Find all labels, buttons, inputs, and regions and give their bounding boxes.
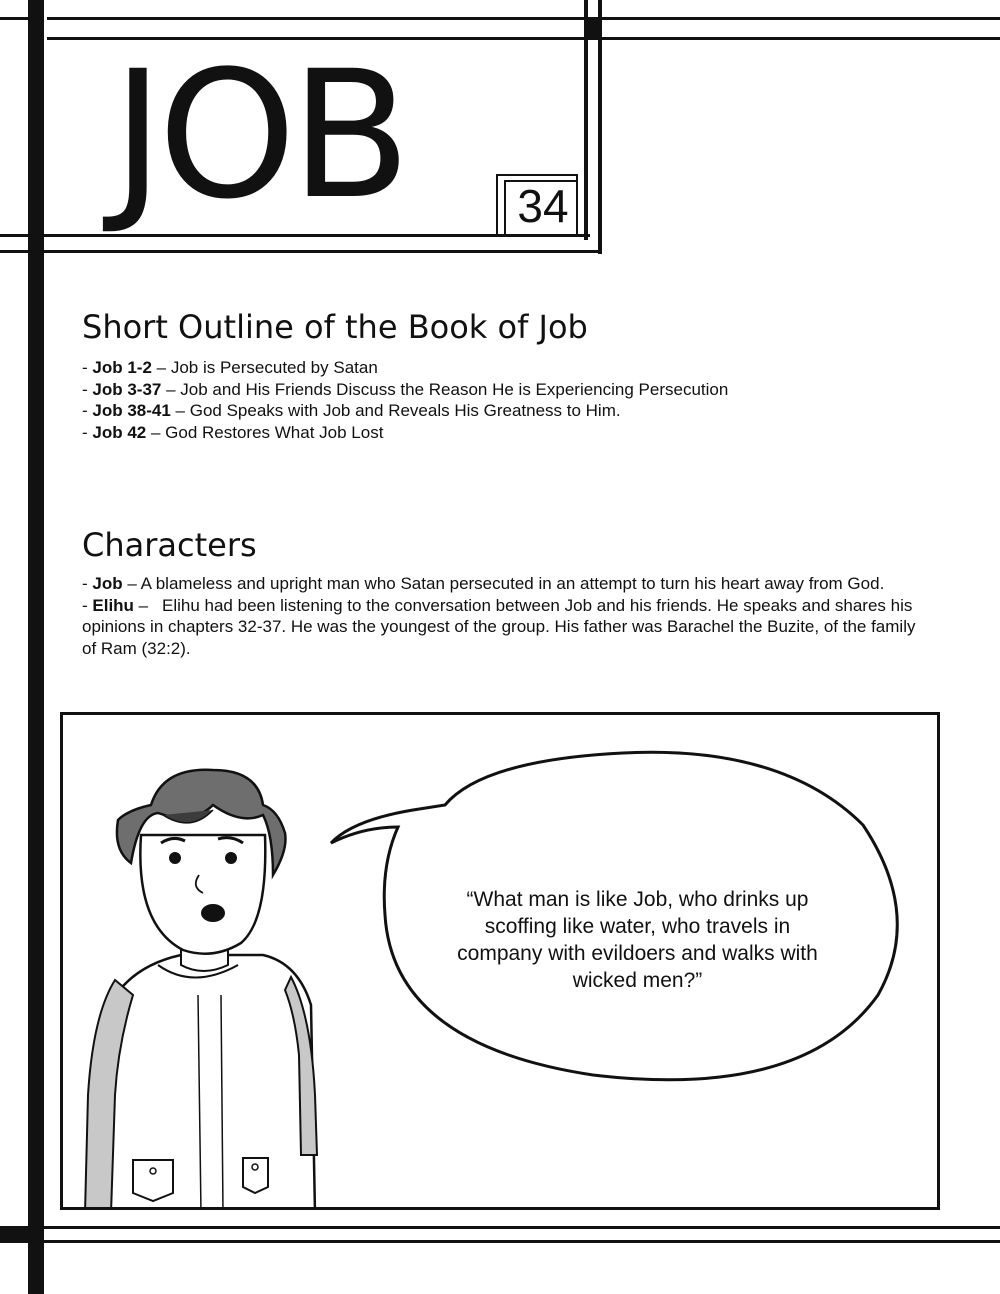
page-title: JOB	[112, 33, 406, 238]
character-text: Elihu had been listening to the conversation between Job and his friends. He speaks and shares his opinions in chapters 32-37. He was the youngest of the group. His father was Barachel the Buzite, of the family of Ram (32:2).	[82, 595, 916, 658]
character-name: Elihu	[92, 595, 134, 615]
header-box-corner	[586, 20, 600, 38]
speech-text: “What man is like Job, who drinks up scoffing like water, who travels in company with evildoers and walks with wicked men?”	[457, 888, 818, 992]
outline-list	[82, 357, 932, 443]
character-text: A blameless and upright man who Satan persecuted in an attempt to turn his heart away from God.	[140, 574, 885, 593]
frame-line-left-thin	[44, 0, 47, 1294]
outline-ref: Job 42	[92, 422, 147, 442]
characters-list	[82, 573, 932, 658]
pocket-left	[133, 1160, 173, 1201]
header-box-bottom-2	[0, 250, 602, 253]
frame-line-top	[0, 17, 1000, 20]
character-face	[140, 835, 265, 954]
list-item: - Job 42 – God Restores What Job Lost	[82, 422, 384, 442]
outline-text: Job and His Friends Discuss the Reason He is Experiencing Persecution	[180, 379, 729, 399]
outline-ref: Job 38-41	[92, 401, 171, 420]
characters-heading: Characters	[82, 526, 257, 564]
outline-text: Job is Persecuted by Satan	[170, 358, 378, 377]
list-item: - Job – A blameless and upright man who Satan persecuted in an attempt to turn his heart away from God.	[82, 574, 885, 593]
page-number: 34	[517, 180, 569, 232]
header-box-right-2	[598, 0, 602, 254]
outline-heading: Short Outline of the Book of Job	[82, 308, 588, 346]
frame-line-bottom-2	[0, 1240, 1000, 1243]
frame-line-left-thick	[28, 0, 42, 1294]
outline-ref: Job 3-37	[92, 379, 162, 399]
character-name: Job	[92, 574, 123, 593]
list-item: - Elihu – Elihu had been listening to the conversation between Job and his friends. He speaks and shares his opinions in chapters 32-37. He was the youngest of the group. His father was Barachel the Buzite, of the family of Ram (32:2).	[82, 595, 932, 617]
pocket-right	[243, 1158, 268, 1193]
outline-text: God Speaks with Job and Reveals His Greatness to Him.	[189, 401, 621, 420]
list-item: - Job 3-37 – Job and His Friends Discuss the Reason He is Experiencing Persecution	[82, 379, 729, 399]
list-item: - Job 38-41 – God Speaks with Job and Reveals His Greatness to Him.	[82, 401, 621, 420]
frame-line-left-inner	[42, 0, 44, 1294]
frame-line-bottom	[0, 1226, 1000, 1229]
list-item: - Job 1-2 – Job is Persecuted by Satan	[82, 358, 378, 377]
frame-bottom-corner	[0, 1226, 28, 1243]
outline-ref: Job 1-2	[92, 358, 152, 377]
outline-text: God Restores What Job Lost	[165, 422, 384, 442]
